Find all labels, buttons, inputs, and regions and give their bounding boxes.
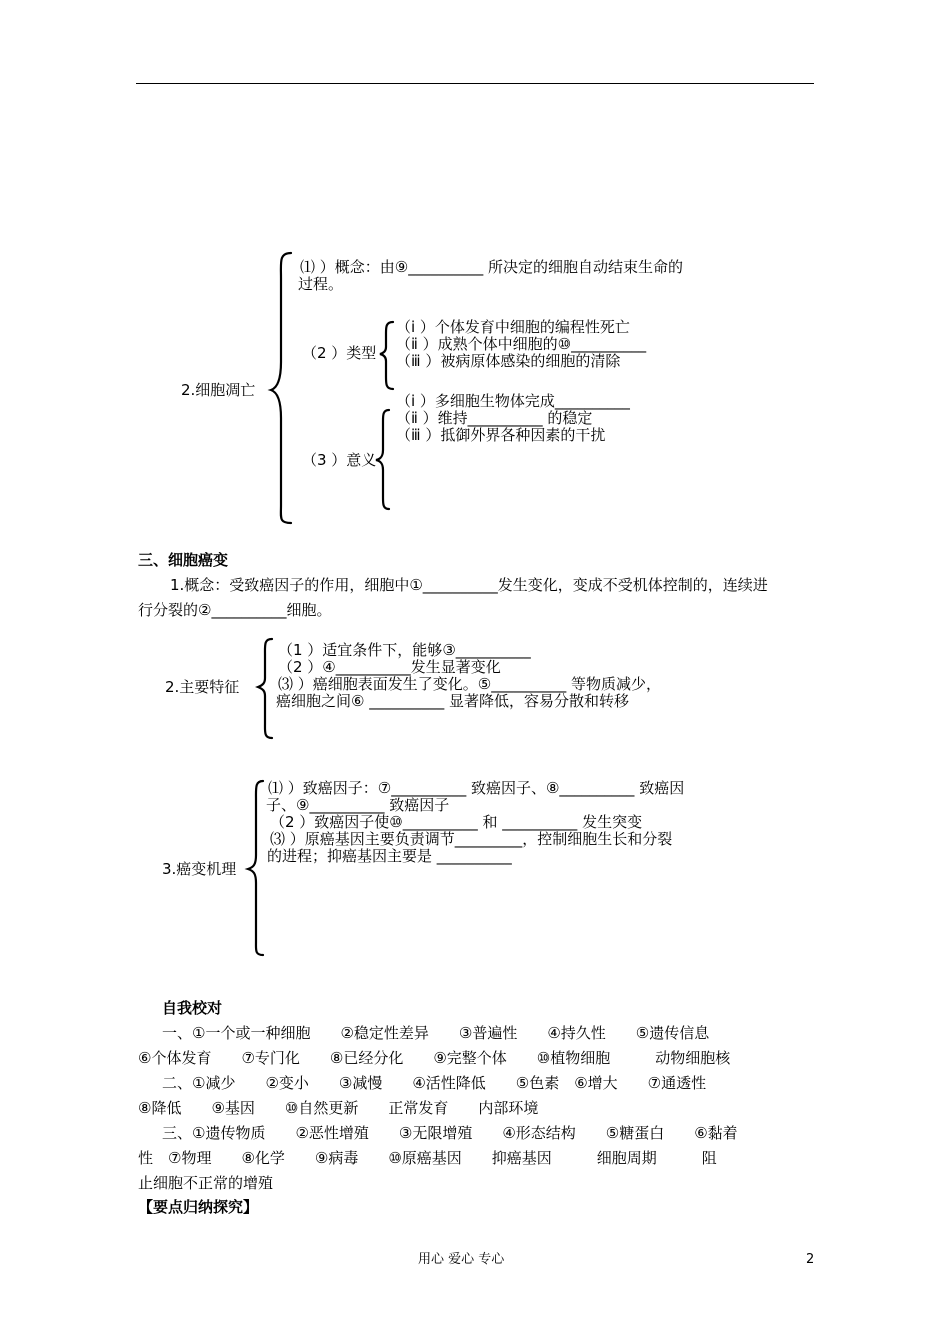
key-points-title: 【要点归纳探究】 [138,1198,259,1216]
cancer-mechanism-5: 的进程；抑癌基因主要是 __________ [267,847,512,865]
apoptosis-type-1: （ⅰ ）个体发育中细胞的编程性死亡 [396,318,630,336]
apoptosis-meaning-1: （ⅰ ）多细胞生物体完成__________ [396,392,630,410]
self-check-line: ⑥个体发育 ⑦专门化 ⑧已经分化 ⑨完整个体 ⑩植物细胞 动物细胞核 [138,1049,731,1067]
self-check-line: 三、①遗传物质 ②恶性增殖 ③无限增殖 ④形态结构 ⑤糖蛋白 ⑥黏着 [162,1124,738,1142]
apoptosis-meaning-3: （ⅲ ）抵御外界各种因素的干扰 [396,426,606,444]
self-check-line: 二、①减少 ②变小 ③减慢 ④活性降低 ⑤色素 ⑥增大 ⑦通透性 [162,1074,707,1092]
cancer-concept-line2: 行分裂的②__________细胞。 [138,601,332,619]
self-check-line: 一、①一个或一种细胞 ②稳定性差异 ③普遍性 ④持久性 ⑤遗传信息 [162,1024,710,1042]
apoptosis-heading: 2.细胞凋亡 [181,381,256,399]
apoptosis-meaning-label: （3 ）意义 [302,451,377,469]
cancer-mechanism-3: （2 ）致癌因子使⑩__________ 和 __________ 发生突变 [270,813,643,831]
brace-meaning [376,410,389,509]
apoptosis-type-3: （ⅲ ）被病原体感染的细胞的清除 [396,352,621,370]
brace-apoptosis [271,253,291,523]
cancer-feature-4: 癌细胞之间⑥ __________ 显著降低，容易分散和转移 [276,692,629,710]
footer-center: 用心 爱心 专心 [418,1252,505,1267]
brace-mechanism [248,781,263,955]
apoptosis-concept-line1: ⑴ ）概念：由⑨__________ 所决定的细胞自动结束生命的 [300,258,683,276]
cancer-feature-2: （2 ）④__________发生显著变化 [278,658,501,676]
page-number: 2 [806,1252,815,1267]
cancer-mechanism-1: ⑴ ）致癌因子：⑦__________ 致癌因子、⑧__________ 致癌因 [268,779,685,797]
cancer-mechanism-4: ⑶ ）原癌基因主要负责调节_________，控制细胞生长和分裂 [270,830,673,848]
self-check-line: 性 ⑦物理 ⑧化学 ⑨病毒 ⑩原癌基因 抑癌基因 细胞周期 阻 [138,1149,717,1167]
apoptosis-types-label: （2 ）类型 [302,344,377,362]
cancer-concept-line1: 1.概念：受致癌因子的作用，细胞中①__________发生变化，变成不受机体控制的，连续进 [170,576,768,594]
self-check-line: 止细胞不正常的增殖 [138,1174,274,1192]
cancer-features-label: 2.主要特征 [165,678,240,696]
cancer-feature-1: （1 ）适宜条件下，能够③__________ [278,641,531,659]
self-check-line: ⑧降低 ⑨基因 ⑩自然更新 正常发育 内部环境 [138,1099,539,1117]
brace-types [380,322,393,389]
apoptosis-meaning-2: （ⅱ ）维持__________ 的稳定 [396,409,593,427]
brace-features [258,639,272,738]
cancer-feature-3: ⑶ ）癌细胞表面发生了变化。⑤__________ 等物质减少， [278,675,661,693]
apoptosis-concept-line2: 过程。 [298,275,344,293]
cancer-section-title: 三、细胞癌变 [138,551,229,569]
self-check-title: 自我校对 [162,999,223,1017]
cancer-mechanism-2: 子、⑨__________ 致癌因子 [266,796,450,814]
cancer-mechanism-label: 3.癌变机理 [162,860,237,878]
apoptosis-type-2: （ⅱ ）成熟个体中细胞的⑩__________ [396,335,647,353]
